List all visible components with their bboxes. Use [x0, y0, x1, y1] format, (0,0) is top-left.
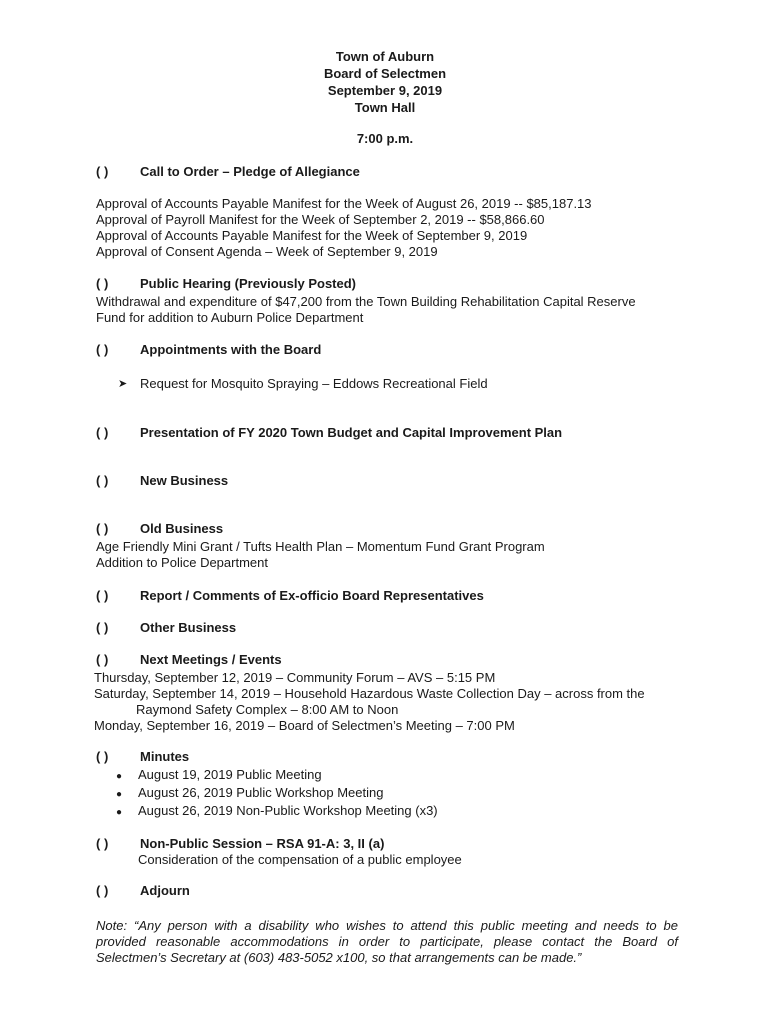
section-title: Adjourn — [140, 883, 190, 898]
event-line: Saturday, September 14, 2019 – Household Hazardous Waste Collection Day – across from the — [94, 686, 645, 701]
minutes-item: August 26, 2019 Non-Public Workshop Meeting (x3) — [138, 803, 438, 818]
checkbox-marker: ( ) — [96, 521, 109, 536]
checkbox-marker: ( ) — [96, 276, 109, 291]
checkbox-marker: ( ) — [96, 620, 109, 635]
section-adjourn — [96, 883, 190, 899]
approval-line: Approval of Payroll Manifest for the Week of September 2, 2019 -- $58,866.60 — [96, 212, 545, 227]
old-business-line: Age Friendly Mini Grant / Tufts Health Plan – Momentum Fund Grant Program — [96, 539, 545, 554]
section-call-to-order — [96, 164, 360, 180]
minutes-list — [116, 767, 438, 821]
minutes-item: August 26, 2019 Public Workshop Meeting — [138, 785, 384, 800]
non-public-line: Consideration of the compensation of a public employee — [138, 852, 462, 867]
section-title: Other Business — [140, 620, 237, 635]
approval-line: Approval of Accounts Payable Manifest for the Week of September 9, 2019 — [96, 228, 528, 243]
meeting-time: 7:00 p.m. — [356, 131, 414, 146]
agenda-header — [0, 48, 770, 116]
event-line: Monday, September 16, 2019 – Board of Selectmen’s Meeting – 7:00 PM — [94, 718, 515, 733]
appointment-item — [118, 376, 488, 391]
list-item — [116, 767, 438, 785]
arrow-bullet-icon: ➤ — [118, 378, 128, 390]
town-name: Town of Auburn — [335, 49, 435, 64]
section-report — [96, 588, 484, 604]
section-title: Non-Public Session – RSA 91-A: 3, II (a) — [140, 836, 385, 851]
section-public-hearing — [96, 276, 356, 292]
section-minutes — [96, 749, 189, 765]
list-item — [116, 803, 438, 821]
checkbox-marker: ( ) — [96, 425, 109, 440]
next-meetings-lines — [94, 670, 645, 734]
section-title: Appointments with the Board — [140, 342, 322, 357]
meeting-date: September 9, 2019 — [327, 83, 443, 98]
minutes-item: August 19, 2019 Public Meeting — [138, 767, 322, 782]
appointment-text: Request for Mosquito Spraying – Eddows Recreational Field — [140, 376, 488, 391]
section-presentation — [96, 425, 562, 441]
event-line: Thursday, September 12, 2019 – Community Forum – AVS – 5:15 PM — [94, 670, 496, 685]
checkbox-marker: ( ) — [96, 652, 109, 667]
section-title: Presentation of FY 2020 Town Budget and Capital Improvement Plan — [140, 425, 563, 440]
section-title: Public Hearing (Previously Posted) — [140, 276, 356, 291]
board-name: Board of Selectmen — [323, 66, 447, 81]
checkbox-marker: ( ) — [96, 588, 109, 603]
section-title: New Business — [140, 473, 229, 488]
hearing-line: Fund for addition to Auburn Police Department — [96, 310, 364, 325]
checkbox-marker: ( ) — [96, 749, 109, 764]
approval-line: Approval of Consent Agenda – Week of September 9, 2019 — [96, 244, 438, 259]
bullet-icon: ● — [116, 789, 123, 800]
section-title: Report / Comments of Ex-officio Board Representatives — [140, 588, 484, 603]
section-title: Next Meetings / Events — [140, 652, 282, 667]
section-title: Old Business — [140, 521, 224, 536]
section-next-meetings — [96, 652, 282, 668]
section-title: Call to Order – Pledge of Allegiance — [140, 164, 360, 179]
section-appointments — [96, 342, 321, 358]
section-other-business — [96, 620, 236, 636]
old-business-lines — [96, 539, 545, 571]
accessibility-note: Note: “Any person with a disability who wishes to attend this public meeting and needs to be provided reasonable accommodations in order to participate, please contact the Board of Selectmen’s Secretary at (603) 483-5052 x100, so that arrangements can be made.” — [96, 918, 678, 965]
section-non-public — [96, 836, 384, 852]
list-item — [116, 785, 438, 803]
checkbox-marker: ( ) — [96, 836, 109, 851]
old-business-line: Addition to Police Department — [96, 555, 268, 570]
public-hearing-lines — [96, 294, 636, 326]
call-to-order-lines — [96, 196, 592, 260]
bullet-icon: ● — [116, 807, 123, 818]
checkbox-marker: ( ) — [96, 473, 109, 488]
checkbox-marker: ( ) — [96, 342, 109, 357]
event-line: Raymond Safety Complex – 8:00 AM to Noon — [136, 702, 399, 717]
approval-line: Approval of Accounts Payable Manifest for the Week of August 26, 2019 -- $85,187.13 — [96, 196, 592, 211]
hearing-line: Withdrawal and expenditure of $47,200 from the Town Building Rehabilitation Capital Reserve — [96, 294, 636, 309]
section-title: Minutes — [140, 749, 190, 764]
section-new-business — [96, 473, 228, 489]
checkbox-marker: ( ) — [96, 164, 109, 179]
checkbox-marker: ( ) — [96, 883, 109, 898]
meeting-location: Town Hall — [354, 100, 416, 115]
section-old-business — [96, 521, 223, 537]
bullet-icon: ● — [116, 771, 123, 782]
